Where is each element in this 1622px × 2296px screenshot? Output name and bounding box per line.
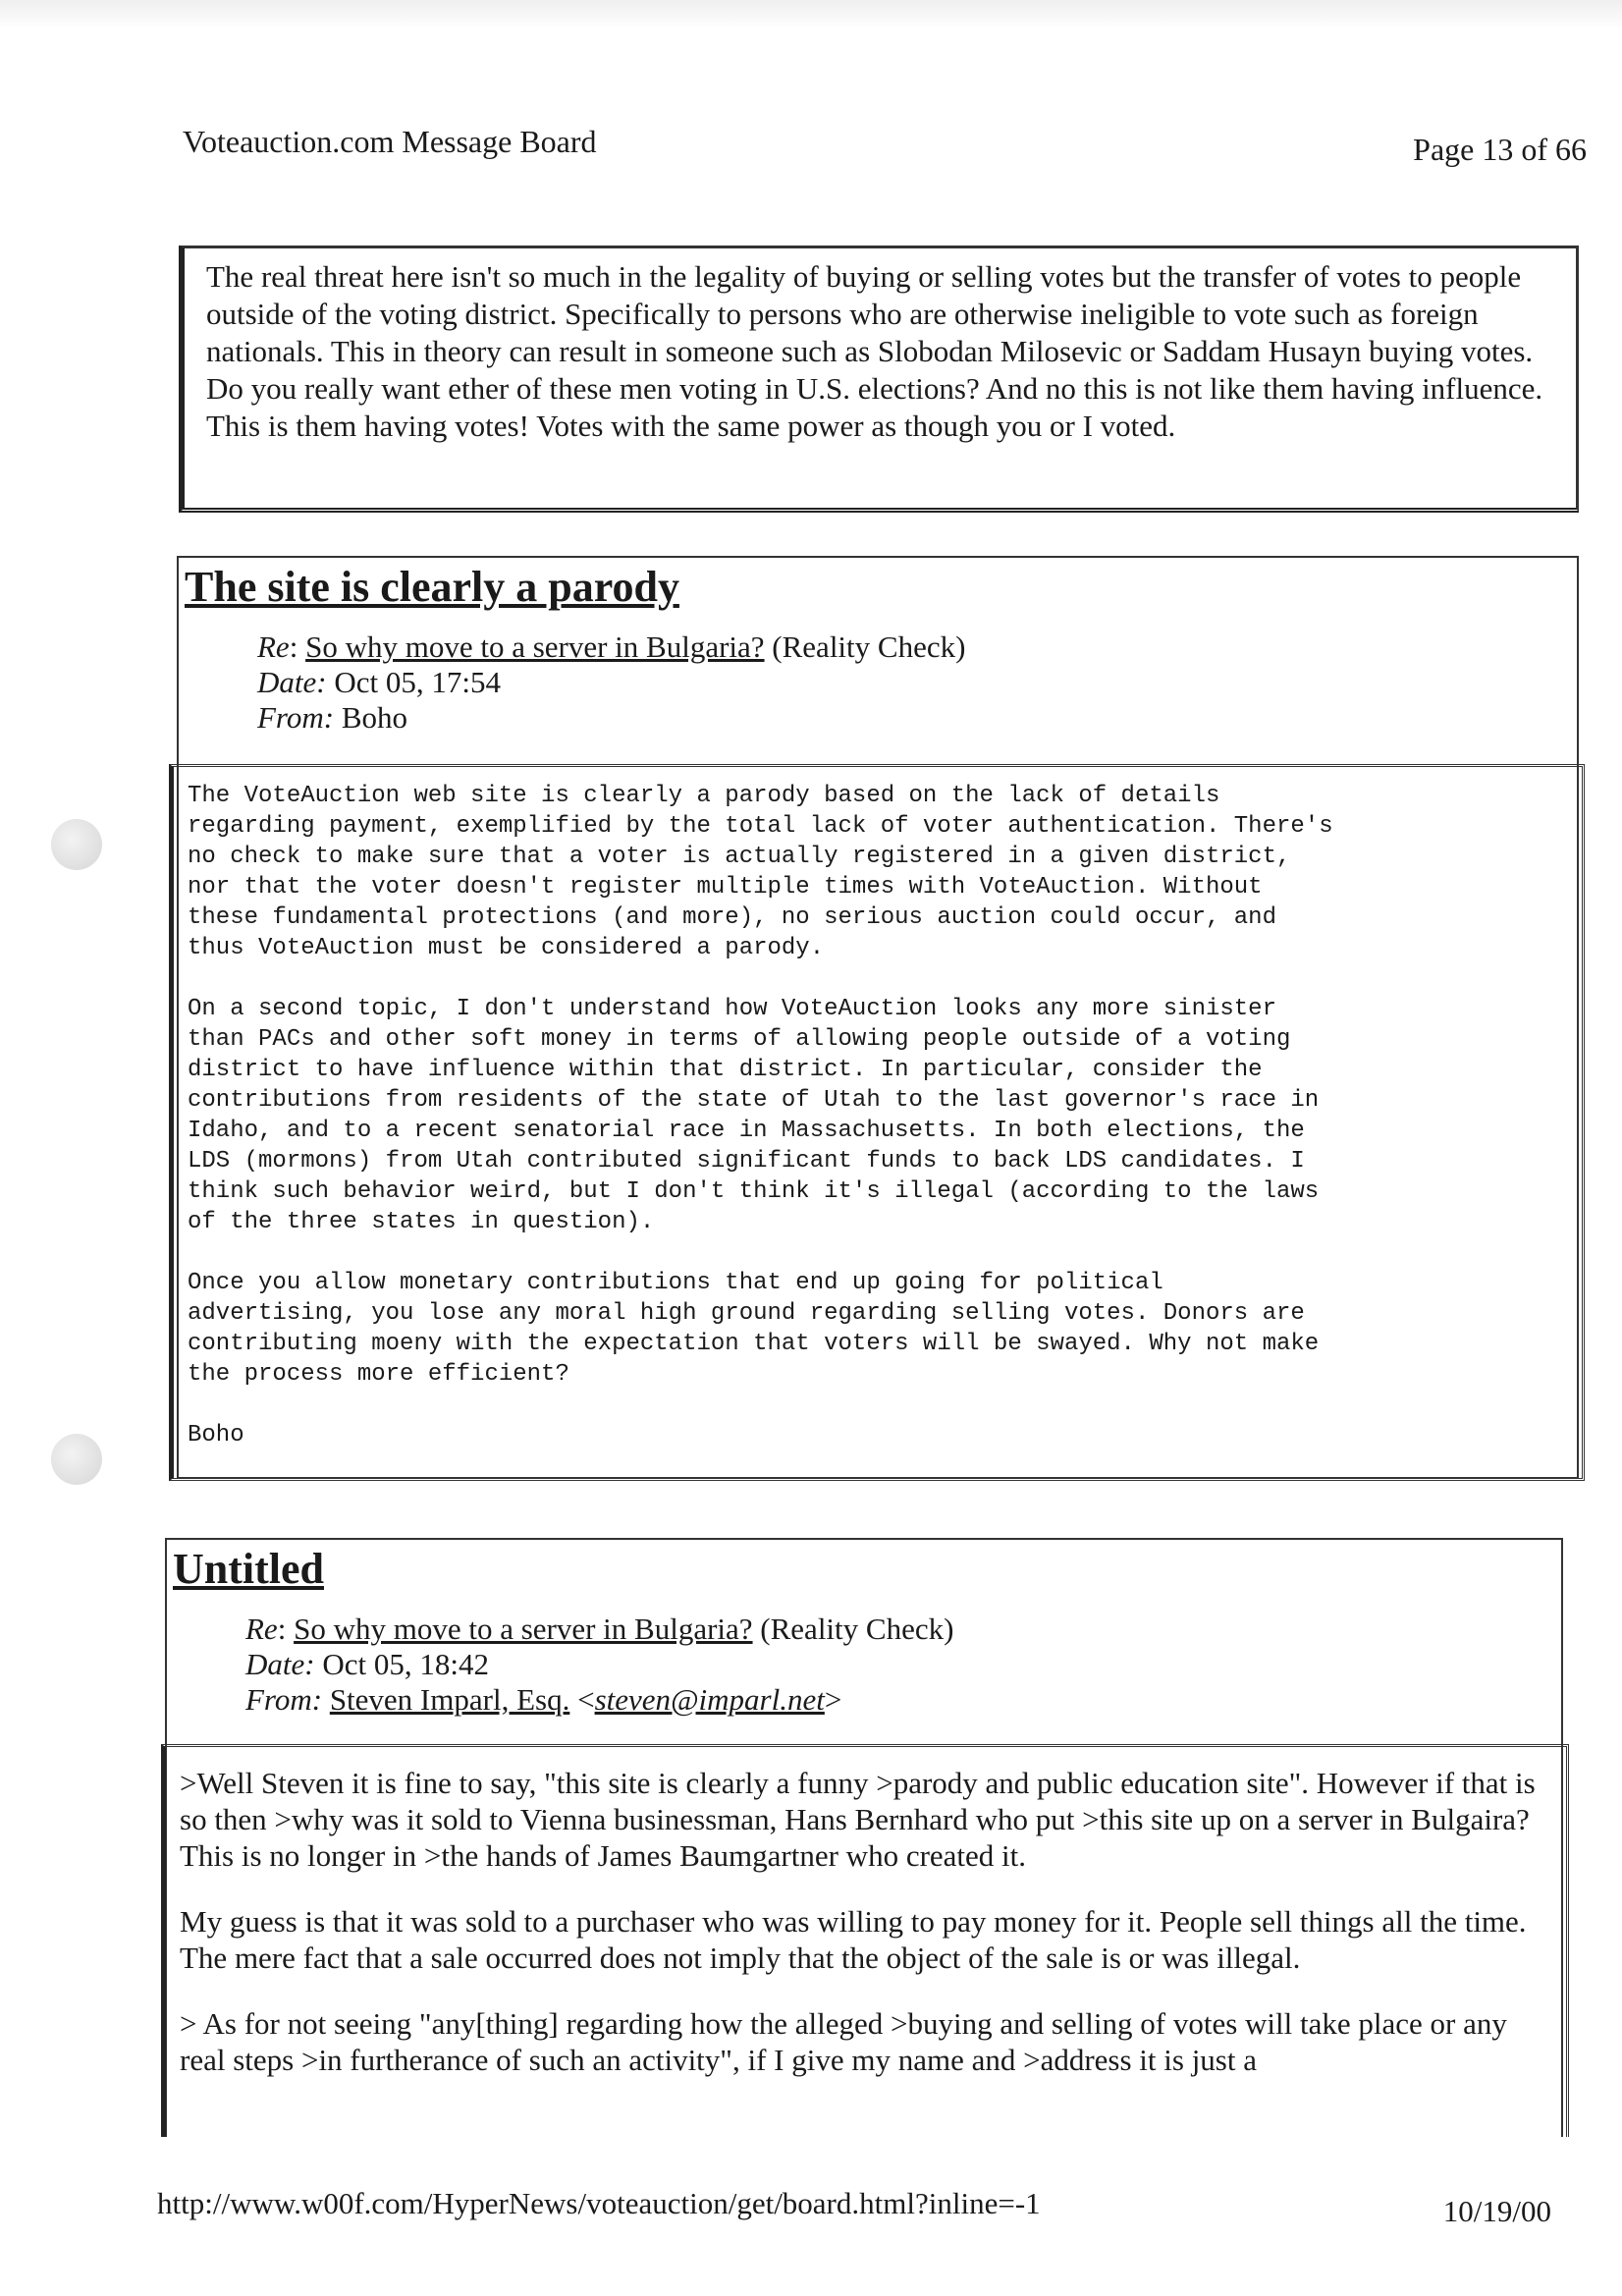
re-suffix: (Reality Check) [760,1612,954,1646]
date-line [245,1647,1561,1682]
site-title: Voteauction.com Message Board [183,124,597,159]
post-meta [257,629,1577,736]
binder-hole-mark [51,819,102,870]
from-line [257,700,1577,736]
reply-to-line: Re: So why move to a server in Bulgaria? (Reality Check) [257,629,966,664]
page-number: Page 13 of 66 [1413,132,1587,167]
post-paragraph: > As for not seeing "any[thing] regarding how the alleged >buying and selling of votes will take place or any real steps >in furtherance of such an activity", if I give my name and >address it is just a [180,2006,1507,2077]
post-author: Boho [341,700,407,735]
post-date: Oct 05, 18:42 [322,1647,489,1681]
reply-to-line: Re: So why move to a server in Bulgaria? (Reality Check) [245,1612,954,1646]
re-link[interactable]: So why move to a server in Bulgaria? [294,1612,753,1646]
post-site-is-parody [177,556,1579,1479]
re-link[interactable]: So why move to a server in Bulgaria? [305,629,765,664]
post-paragraph: My guess is that it was sold to a purchaser who was willing to pay money for it. People sell things all the time. The mere fact that a sale occurred does not imply that the object of the sale is or was illegal. [180,1904,1527,1975]
quoted-message-text: The real threat here isn't so much in the legality of buying or selling votes but the transfer of votes to people outside of the voting district. Specifically to persons who are otherwise ineligible to vote such as foreign nationals. This in theory can result in someone such as Slobodan Milosevic or Saddam Husayn buying votes. Do you really want ether of these men voting in U.S. elections? And no this is not like them having influence. This is them having votes! Votes with the same power as though you or I voted. [206,259,1543,443]
scan-edge [0,0,1622,29]
quoted-message-box [179,246,1579,513]
from-label: From: [245,1682,323,1717]
footer-date: 10/19/00 [1442,2194,1551,2228]
post-title[interactable]: The site is clearly a parody [185,563,679,611]
post-body [161,1744,1569,2137]
footer-url: http://www.w00f.com/HyperNews/voteauction/get/board.html?inline=-1 [157,2186,1041,2220]
author-email-link[interactable]: steven@imparl.net [594,1682,825,1717]
page-header [183,120,1587,179]
post-paragraph: >Well Steven it is fine to say, "this site is clearly a funny >parody and public education site". However if that is so then >why was it sold to Vienna businessman, Hans Bernhard who put >this site up on a server in Bulgaira? This is no longer in >the hands of James Baumgartner who created it. [180,1766,1536,1873]
post-paragraph: Once you allow monetary contributions that end up going for political advertising, you lose any moral high ground regarding selling votes. Donors are contributing moeny with the expectation that voters will be swayed. Why not make the process more efficient? [188,1270,1320,1388]
post-body [169,764,1585,1481]
re-label: Re [257,629,290,664]
date-label: Date: [257,665,327,699]
date-line [257,665,1577,700]
re-label: Re [245,1612,278,1646]
date-label: Date: [245,1647,315,1681]
from-label: From: [257,700,335,735]
post-signature: Boho [188,1422,244,1449]
from-line: From: Steven Imparl, Esq. <steven@imparl.net> [245,1682,842,1717]
author-link[interactable]: Steven Imparl, Esq. [329,1682,570,1717]
post-paragraph: The VoteAuction web site is clearly a parody based on the lack of details regarding payment, exemplified by the total lack of voter authentication. There's no check to make sure that a voter is actually registered in a given district, nor that the voter doesn't register multiple times with VoteAuction. Without these fundamental protections (and more), no serious auction could occur, and thus VoteAuction must be considered a parody. [188,783,1333,961]
post-paragraph: On a second topic, I don't understand how VoteAuction looks any more sinister than PACs and other soft money in terms of allowing people outside of a voting district to have influence within that district. In particular, consider the contributions from residents of the state of Utah to the last governor's race in Idaho, and to a recent senatorial race in Massachusetts. In both elections, the LDS (mormons) from Utah contributed significant funds to back LDS candidates. I think such behavior weird, but I don't think it's illegal (according to the laws of the three states in question). [188,996,1320,1235]
page-footer [157,2186,1551,2235]
post-date: Oct 05, 17:54 [334,665,501,699]
post-untitled [165,1538,1563,2137]
re-suffix: (Reality Check) [772,629,966,664]
post-title[interactable]: Untitled [173,1545,324,1593]
binder-hole-mark [51,1434,102,1485]
post-meta [245,1612,1561,1718]
